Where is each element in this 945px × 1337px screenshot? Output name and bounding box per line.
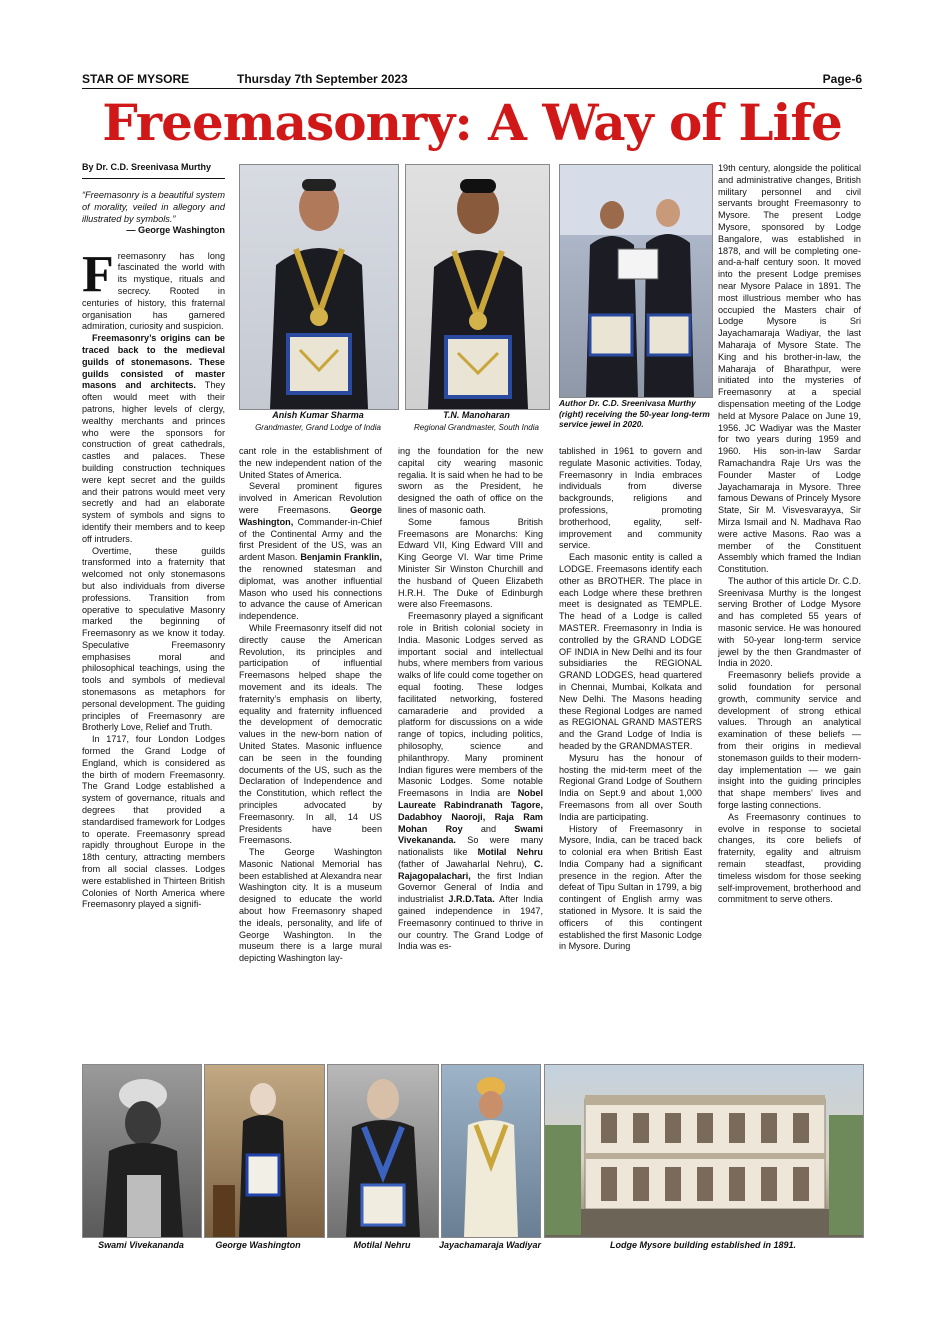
paragraph: cant role in the establishment of the new independent nation of the United States of America. (239, 446, 382, 480)
paragraph: While Freemasonry itself did not directly cause the American Revolution, its principles and participation of influential Freemasons helped shape the movement and its ideals. The fraternity’s emphasis on liberty, equality and fraternity influenced the development of democratic values in the new-born nation of United States. Masonic influence can be seen in the founding documents of the US, such as the Declaration of Independence and the Constitution, which reflect the principles advocated by Freemasonry. In all, 14 US Presidents have been Freemasons. (239, 622, 382, 846)
paragraph: In 1717, four London Lodges formed the Grand Lodge of England, which is considered as the birth of modern Freemasonry. The Grand Lodge established a system of governance, rituals and degrees that provided a standardised framework for Lodges to operate. Freemasonry spread rapidly throughout Europe in the 18th century, attracting members from all social classes. Lodges were established in Thirteen British Colonies of North America where Freemasonry played a signifi- (82, 734, 225, 910)
paragraph: The author of this article Dr. C.D. Sreenivasa Murthy is the longest serving Brother of Lodge Mysore and has completed 55 years of masonic service. He was honoured with 50-year long-term service jewel by the then Grandmaster of India in 2020. (718, 575, 861, 669)
paragraph: Freemasonry’s origins can be traced back to the medieval guilds of stonemasons. These guilds consisted of master masons and architects. They often would meet with their patrons, higher levels of clergy, wealthy merchants and princes who were the sponsors for construction of great cathedrals, castles and palaces. These building construction techniques were kept secret and the guilds and their patrons would meet very secretly and had an elaborate system of symbols and signs to identify their members and to keep off intruders. (82, 333, 225, 544)
vivekananda-image (83, 1065, 201, 1237)
photo-author-award (559, 164, 713, 398)
paper-name: STAR OF MYSORE (82, 72, 190, 86)
paragraph: Mysuru has the honour of hosting the mid-term meet of the Regional Grand Lodge of Southern India on Sept.9 and about 1,000 Freemasons from all over South India are participating. (559, 752, 702, 822)
paragraph: tablished in 1961 to govern and regulate Masonic activities. Today, Freemasonry in India embraces individuals from diverse backgrounds, religions and professions, promoting brotherhood, egality, self-improvement and community service. (559, 446, 702, 551)
paragraph: Several prominent figures involved in American Revolution were Freemasons. George Washington, Commander-in-Chief of the Continental Army and the first President of the US, was an ardent Mason. Benjamin Franklin, the renowned statesman and diplomat, was another influential Mason who used his connections to advance the cause of American independence. (239, 481, 382, 622)
column-2 (239, 446, 382, 965)
column-4 (559, 446, 702, 953)
author-award-image (560, 165, 712, 397)
page-number: Page-6 (822, 72, 862, 86)
photo-motilal-nehru (327, 1064, 439, 1238)
pull-quote: “Freemasonry is a beautiful system of morality, veiled in allegory and illustrated by symbols.” (82, 189, 225, 224)
caption-vivekananda: Swami Vivekananda (98, 1240, 184, 1250)
column-1 (82, 162, 225, 911)
photo-lodge-mysore-building (544, 1064, 864, 1238)
lodge-building-image (545, 1065, 863, 1237)
nehru-image (328, 1065, 438, 1237)
photo-george-washington (204, 1064, 325, 1238)
quote-author: — George Washington (126, 224, 225, 235)
portrait-sharma-image (240, 165, 398, 409)
paragraph: Freemasonry played a significant role in British colonial society in India. Masonic Lodges served as important social and intellectual hubs, where members from various walks of life could come together on equal footing. These lodges facilitated networking, fostered camaraderie and provided a platform for discussions on a wide range of topics, including politics, philosophy, science and philanthropy. Many prominent Indian figures were members of the Masonic Lodges. Some notable Freemasons in India are Nobel Laureate Rabindranath Tagore, Dadabhoy Naoroji, Raja Ram Mohan Roy and Swami Vivekananda. So were many nationalists like Motilal Nehru (father of Jawaharlal Nehru), C. Rajagopalachari, the first Indian Governor General of India and industrialist J.R.D.Tata. After India gained independence in 1947, Freemasonry continued to thrive in our country. The Grand Lodge of India was es- (398, 611, 543, 952)
photo-jayachamaraja-wadiyar (441, 1064, 541, 1238)
drop-cap: F (82, 245, 114, 303)
column-3 (398, 446, 543, 953)
byline-rule (82, 178, 225, 179)
photo-anish-kumar-sharma (239, 164, 399, 410)
photo-tn-manoharan (405, 164, 550, 410)
column-5 (718, 163, 861, 906)
caption-author-award: Author Dr. C.D. Sreenivasa Murthy (right) receiving the 50-year long-term service jewel in 2020. (559, 398, 710, 429)
paragraph: Freemasonry beliefs provide a solid foundation for personal growth, community service and development of strong ethical values. Through an analytical examination of these beliefs — from their origins in medieval stonemason guilds to their modern-day implementation — we gain insight into the guiding principles that shape members’ lives and forge lasting connections. (718, 670, 861, 811)
caption-wadiyar: Jayachamaraja Wadiyar (439, 1240, 541, 1250)
caption-nehru: Motilal Nehru (353, 1240, 411, 1250)
caption-sharma-title: Grandmaster, Grand Lodge of India (255, 423, 381, 432)
masthead-rule (82, 88, 862, 89)
paragraph: History of Freemasonry in Mysore, India, can be traced back to colonial era when British East India Company had a significant presence in the region. After the defeat of Tipu Sultan in 1799, a big contingent of English army was stationed in Mysore. It is said the officers of this contingent established the first Masonic Lodge in Mysore. During (559, 823, 702, 952)
paragraph: As Freemasonry continues to evolve in response to societal changes, its core beliefs of fraternity, egality and altruism remain steadfast, providing timeless wisdom for those seeking self-improvement, brotherhood and commitment to serve others. (718, 811, 861, 905)
issue-date: Thursday 7th September 2023 (237, 72, 408, 86)
paragraph: The George Washington Masonic National Memorial has been established at Alexandra near Washington city. It is a museum designed to educate the world about how Freemasonry shaped the ideals, personality, and life of George Washington. In the museum there is a large mural depicting Washington lay- (239, 847, 382, 964)
paragraph: ing the foundation for the new capital city wearing masonic regalia. It is said when he had to be sworn as the President, he designed the oath of office on the lines of masonic oath. (398, 446, 543, 515)
caption-washington: George Washington (215, 1240, 301, 1250)
portrait-manoharan-image (406, 165, 549, 409)
caption-manoharan-title: Regional Grandmaster, South India (414, 423, 539, 432)
headline: Freemasonry: A Way of Life (102, 93, 842, 152)
caption-sharma-name: Anish Kumar Sharma (272, 410, 364, 420)
paragraph: Some famous British Freemasons are Monarchs: King Edward VII, King Edward VIII and King George VI. War time Prime Minister Sir Winston Churchill and the husband of Queen Elizabeth H.R.H. The Duke of Edinburgh were also Freemasons. (398, 516, 543, 610)
washington-image (205, 1065, 324, 1237)
paragraph: Freemasonry has long fascinated the world with its mystique, rituals and secrecy. Rooted in centuries of history, this fraternal organisation has garnered admiration, curiosity and suspicion. (82, 245, 225, 332)
photo-swami-vivekananda (82, 1064, 202, 1238)
paragraph: Each masonic entity is called a LODGE. Freemasons identify each other as BROTHER. The place in each Lodge where these brethren meet is designated as TEMPLE. The head of a Lodge is called MASTER. Freemasonry in India is controlled by the GRAND LODGE OF INDIA in New Delhi and its four subsidiaries the REGIONAL GRAND LODGES, head quartered in Chennai, Mumbai, Kolkata and New Delhi. The Masons heading these Regional Lodges are named as REGIONAL GRAND MASTERS and the Grand Lodge of India is headed by the GRANDMASTER. (559, 552, 702, 751)
caption-lodge-building: Lodge Mysore building established in 1891. (609, 1240, 797, 1250)
byline: By Dr. C.D. Sreenivasa Murthy (82, 162, 212, 172)
caption-manoharan-name: T.N. Manoharan (443, 410, 510, 420)
paragraph: Overtime, these guilds transformed into a fraternity that welcomed not only stonemasons but also individuals from diverse professions. Transition from operative to speculative Masonry marked the beginning of Freemasonry as we know it today. Speculative Freemasonry emphasises moral and philosophical teachings, using the tools and symbols of medieval stonemasons as metaphors for personal development. The guiding principles of Freemasonry are Brotherly Love, Relief and Truth. (82, 545, 225, 733)
paragraph: 19th century, alongside the political and administrative changes, British military personnel and civil servants brought Freemasonry to Mysore. The present Lodge Mysore, sponsored by Lodge Bangalore, was established in 1878, and will be completing one-and-a-half century soon. It moved into the present Lodge premises near Mysore Palace in 1891. The most illustrious member who has occupied the Masters chair of Lodge Mysore is Sri Jayachamaraja Wadiyar, the last Maharaja of Mysore State. The King and his brother-in-law, the Maharaja of Bharathpur, were initiated into the mysteries of Freemasonry at a special dispensation meeting of the Lodge held at Mysore Palace on June 19, 1956. JC Wadiyar was the Master for two years during 1959 and 1960. His son-in-law Sardar Ramachandra Raje Urs was the Founder Master of Lodge Jayachamaraja in Mysore. Three famous Dewans of Princely Mysore State, Sir M. Visvesvarayya, Sir Mirza Ismail and N. Madhava Rao were active Masons. Rao was a member of the Constituent Assembly which framed the Indian Constitution. (718, 163, 861, 575)
wadiyar-image (442, 1065, 540, 1237)
